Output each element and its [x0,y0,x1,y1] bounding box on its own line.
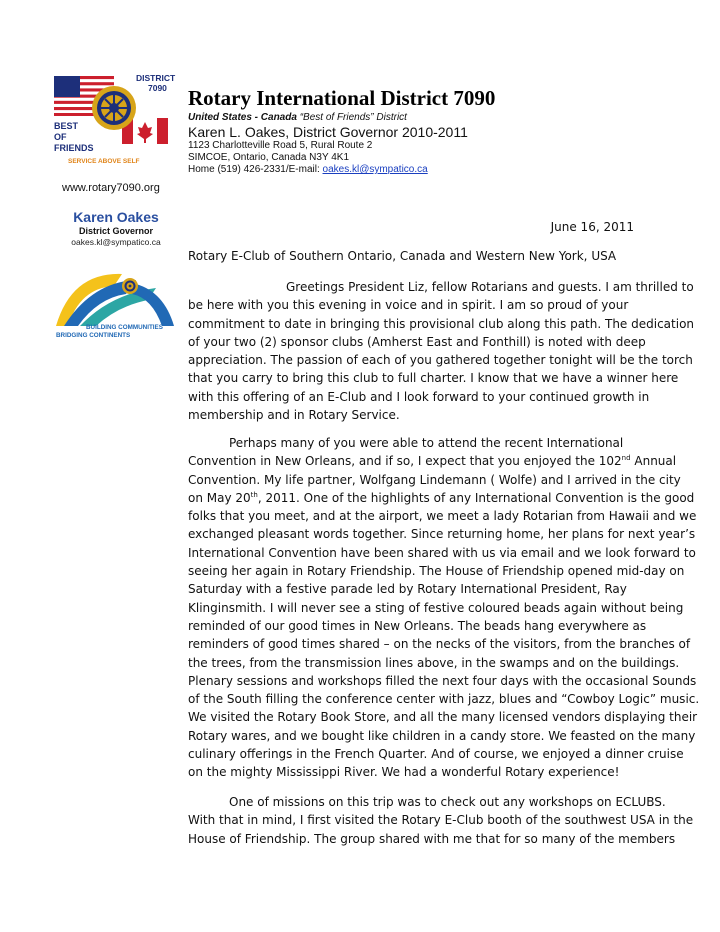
paragraph-line: of your two (2) sponsor clubs (Amherst East and Fonthill) is noted with deep [188,334,646,349]
letterhead-governor: Karen L. Oakes, District Governor 2010-2011 [188,124,468,140]
paragraph-line: Perhaps many of you were able to attend the recent International [229,436,624,450]
paragraph-line: Plenary sessions and workshops filled the next four days with the occasional Sounds [188,673,697,688]
letterhead-subtitle [188,112,407,123]
paragraph-line: of the South filling the conference center with jazz, blues and “Cowboy Logic” music. [188,692,700,707]
paragraph-2-rest [188,507,700,781]
paragraph-line: Klinginsmith. I will never see a sting of festive coloured beads again without being [188,600,684,615]
motto-label: SERVICE ABOVE SELF [68,158,140,165]
bc-logo-line2: BRIDGING CONTINENTS [56,332,131,339]
paragraph-line: Greetings President Liz, fellow Rotarians and guests. I am thrilled to [286,280,694,294]
governor-badge-email: oakes.kl@sympatico.ca [71,237,161,247]
paragraph-line: commitment to date in bringing this provisional club along this path. The dedication [188,316,695,331]
district-label: DISTRICT [136,73,176,83]
paragraph-line: We visited the Rotary Book Store, and all the many licensed vendors displaying their [188,710,698,725]
governor-badge-title: District Governor [78,226,154,236]
paragraph-line: House of Friendship. The group shared with me that for so many of the members [188,831,676,846]
paragraph-1 [188,278,695,424]
district-number: 7090 [148,83,167,93]
paragraph-line: culinary offerings in the French Quarter. And of course, we enjoyed a dinner cruise [188,747,684,762]
paragraph-line: reminders of good times shared – on the necks of the visitors, from the branches of [188,637,691,652]
paragraph-line: Convention in New Orleans, and if so, I expect that you enjoyed the 102nd Annual [188,454,677,469]
paragraph-line: on May 20th, 2011. One of the highlights of any International Convention is the good [188,490,695,505]
paragraph-line: One of missions on this trip was to check out any workshops on ECLUBS. [229,795,666,809]
subtitle-district: “Best of Friends” District [299,112,407,123]
building-communities-logo [52,268,178,340]
paragraph-line: reminded of our good times in New Orleans. The beads hang everywhere as [188,618,647,633]
best-label: BEST [54,121,79,131]
paragraph-line: Convention. My life partner, Wolfgang Lindemann ( Wolfe) and I arrived in the city [188,472,681,487]
contact-email-link[interactable]: oakes.kl@sympatico.ca [322,164,428,175]
friends-label: FRIENDS [54,143,94,153]
of-label: OF [54,132,67,142]
paragraph-line: International Convention have been shared with us via email and we look forward to [188,545,696,560]
letter-date: June 16, 2011 [550,220,634,234]
contact-phone: Home (519) 426-2331/E-mail: [188,164,323,175]
letterhead-contact [188,164,428,175]
bridge-icon [56,274,174,326]
paragraph-line: with this offering of an E-Club and I look forward to your continued growth in [188,389,650,404]
paragraph-line: Rotary wares, and we bought like children in a candy store. We feasted on the many [188,728,696,743]
paragraph-line: be here with you this evening in voice and in spirit. I am so proud of your [188,298,629,313]
paragraph-3 [188,793,694,848]
letterhead-address-line1: 1123 Charlotteville Road 5, Rural Route 2 [188,140,373,151]
rotary-wheel-icon [92,86,136,130]
paragraph-line: Saturday with a festive parade led by Rotary International President, Ray [188,582,627,597]
paragraph-line: appreciation. The passion of each of you gathered together tonight will be the torch [188,353,693,368]
district-logo [52,72,180,168]
paragraph-line: on the mighty Mississippi River. We had a wonderful Rotary experience! [188,765,620,780]
paragraph-line: membership and in Rotary Service. [188,408,400,423]
letterhead-address-line2: SIMCOE, Ontario, Canada N3Y 4K1 [188,152,350,163]
rotary-wheel-icon [122,278,138,294]
paragraph-line: With that in mind, I first visited the Rotary E-Club booth of the southwest USA in the [188,813,694,828]
letter-salutation: Rotary E-Club of Southern Ontario, Canada and Western New York, USA [188,249,617,263]
governor-badge-name: Karen Oakes [73,209,159,225]
paragraph-line: seeing her again in Rotary Friendship. The House of Friendship opened mid-day on [188,564,685,579]
letterhead-title: Rotary International District 7090 [188,86,496,110]
paragraph-line: folks that you meet, and at the airport, we meet a lady Rotarian from Hawaii and we [188,509,697,524]
subtitle-country: United States - Canada [188,112,297,123]
bc-logo-line1: BUILDING COMMUNITIES [86,324,163,331]
paragraph-line: that you carry to bring this club to full charter. I know that we have a winner here [188,371,679,386]
paragraph-2 [188,434,700,782]
paragraph-line: exchanged pleasant words together. Since returning home, her plans for next year’s [188,527,696,542]
paragraph-line: the trees, from the transmission lines above, in the swamps and on the buildings. [188,655,680,670]
site-url: www.rotary7090.org [62,182,160,194]
